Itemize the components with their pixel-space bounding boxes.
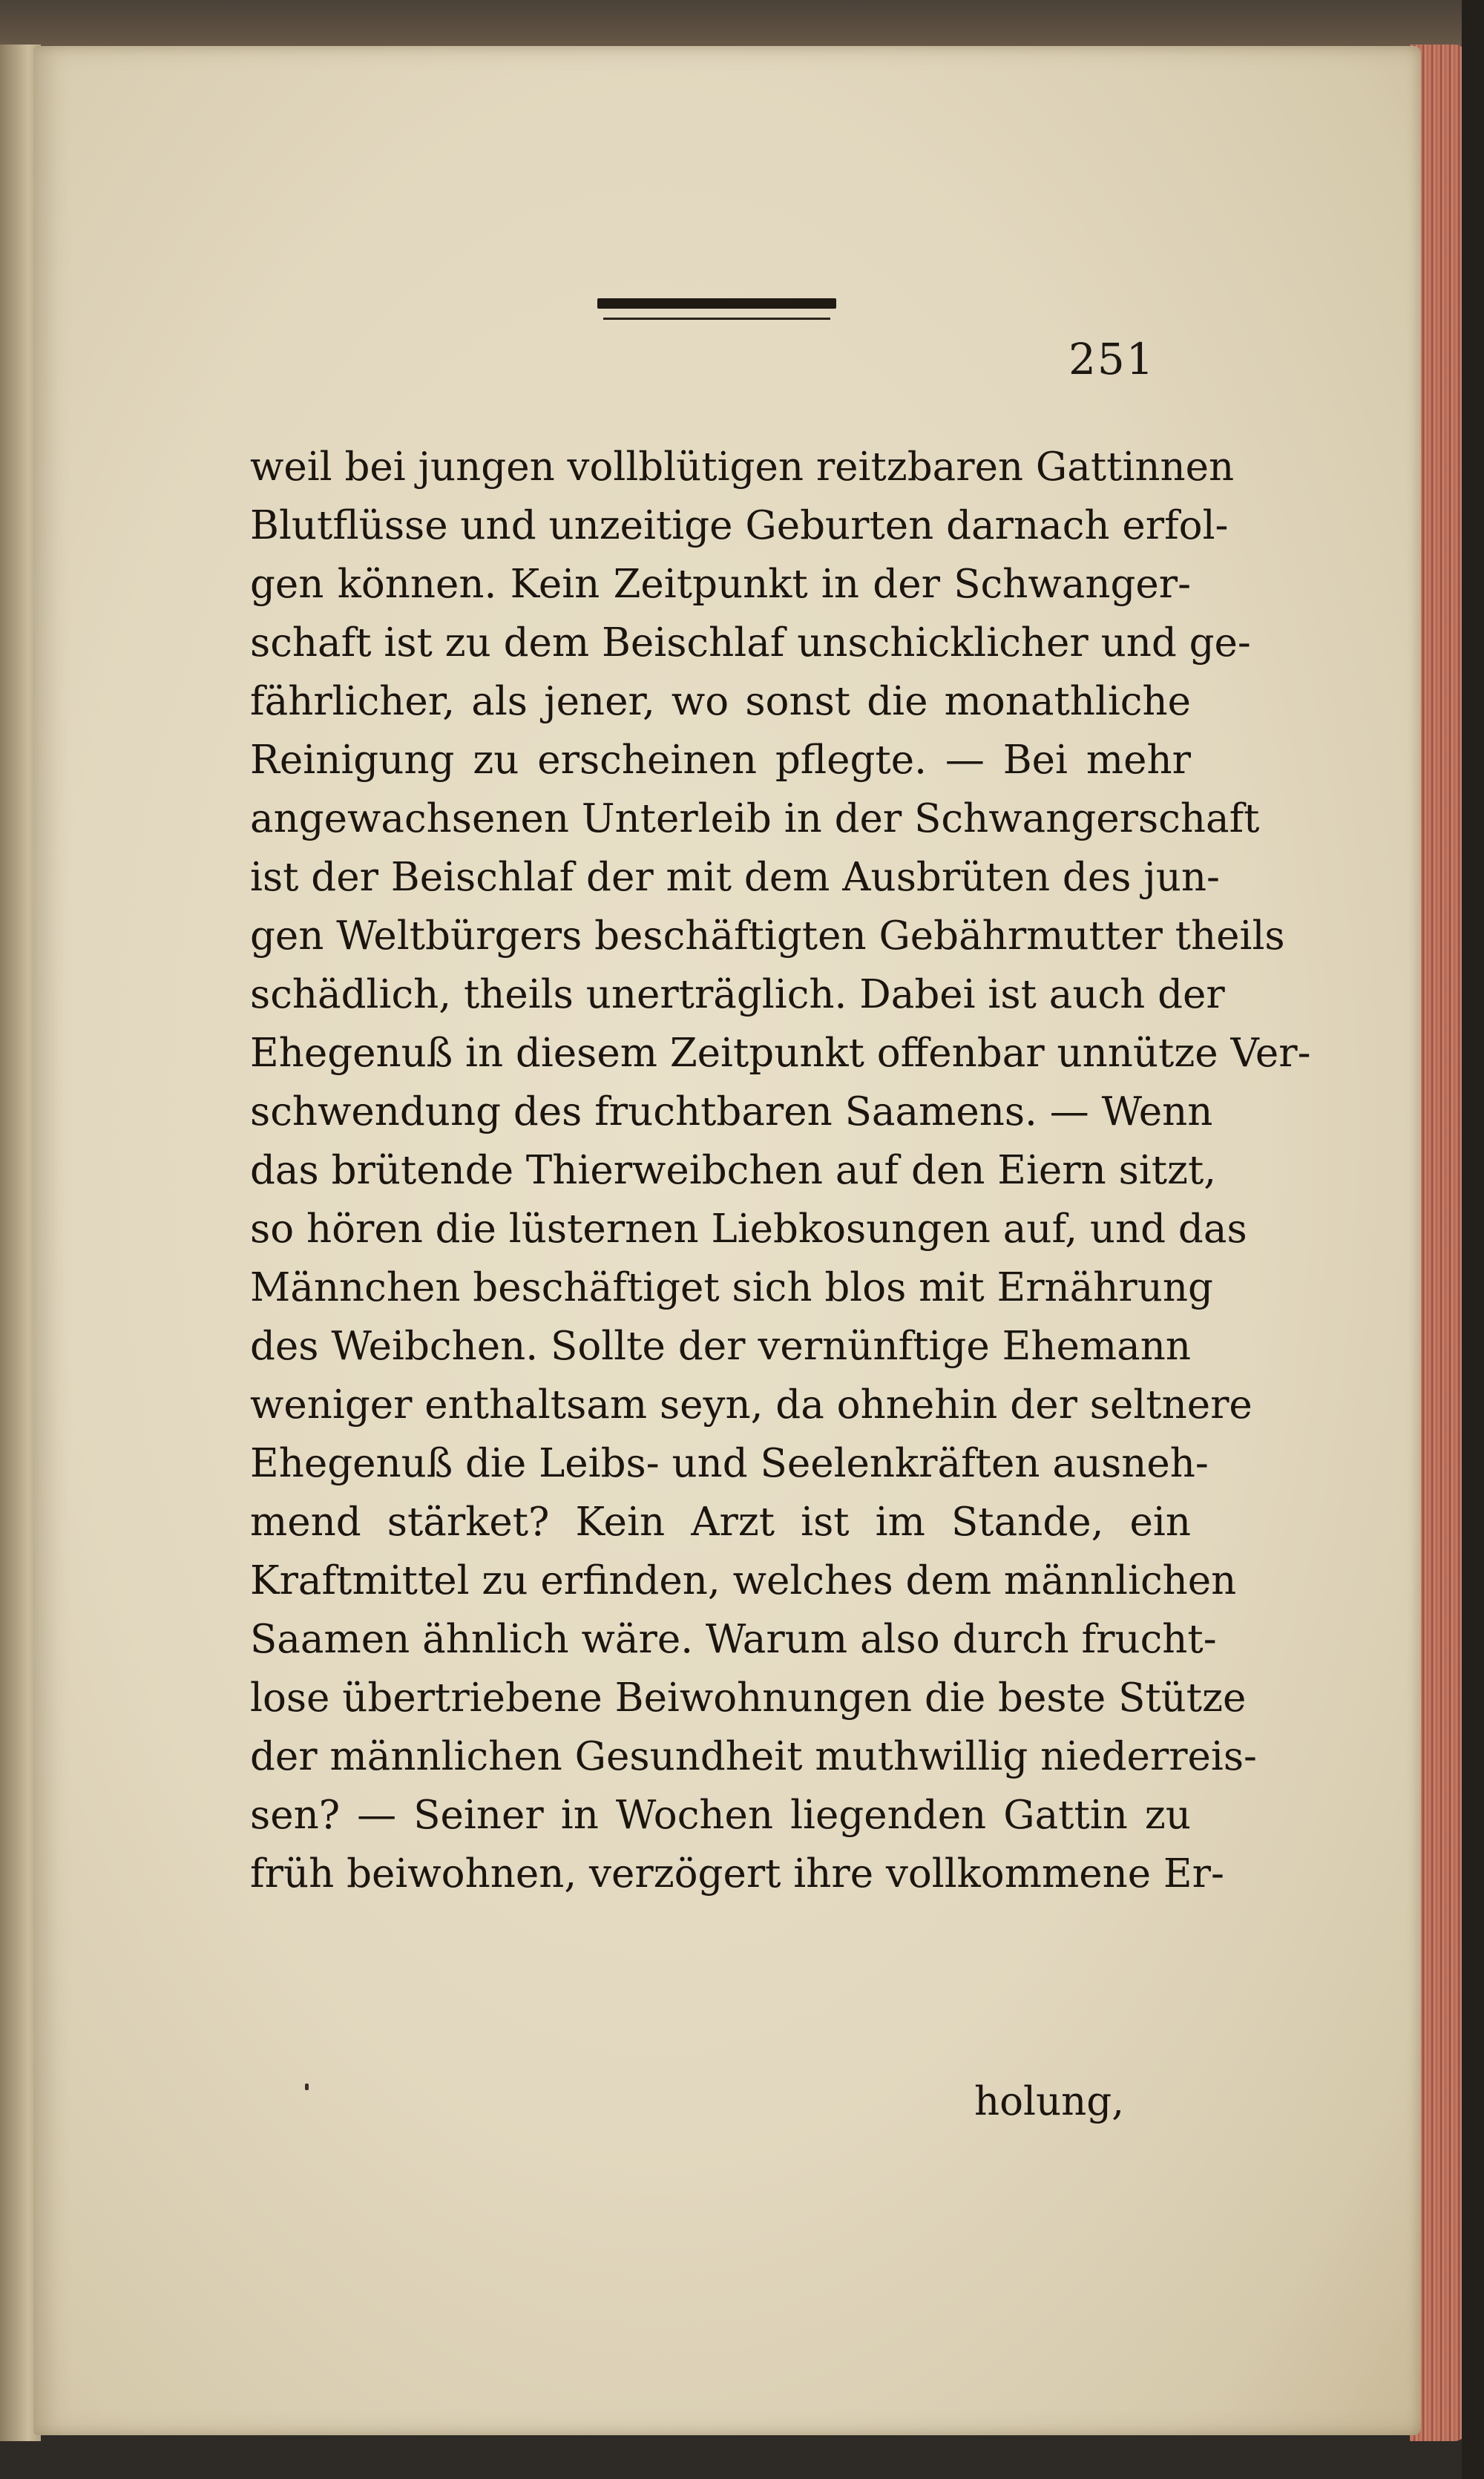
text-line: gen Weltbürgers beschäftigten Gebährmutter theils bbox=[250, 913, 1285, 959]
text-line: lose übertriebene Beiwohnungen die beste Stütze bbox=[250, 1675, 1247, 1721]
page-number: 251 bbox=[1068, 334, 1155, 384]
book-cover-right bbox=[1462, 0, 1484, 2479]
body-text bbox=[250, 438, 1311, 1903]
text-line: so hören die lüsternen Liebkosungen auf, und das bbox=[250, 1206, 1247, 1252]
book-cover-top bbox=[0, 0, 1484, 52]
catchword: holung, bbox=[974, 2079, 1125, 2124]
text-line: weniger enthaltsam seyn, da ohnehin der seltnere bbox=[250, 1382, 1252, 1428]
text-line: Saamen ähnlich wäre. Warum also durch frucht- bbox=[250, 1617, 1217, 1662]
text-line: der männlichen Gesundheit muthwillig niederreis- bbox=[250, 1734, 1257, 1779]
header-rule bbox=[597, 298, 836, 343]
text-line: schädlich, theils unerträglich. Dabei ist auch der bbox=[250, 972, 1225, 1017]
book-page bbox=[33, 46, 1421, 2435]
text-line: weil bei jungen vollblütigen reitzbaren Gattinnen bbox=[250, 444, 1235, 490]
text-line: das brütende Thierweibchen auf den Eiern sitzt, bbox=[250, 1148, 1217, 1193]
text-line: schaft ist zu dem Beischlaf unschicklicher und ge- bbox=[250, 620, 1251, 666]
text-line: Ehegenuß in diesem Zeitpunkt offenbar unnütze Ver- bbox=[250, 1031, 1311, 1076]
header-rule-thin bbox=[603, 318, 830, 320]
text-line: Blutflüsse und unzeitige Geburten darnach erfol- bbox=[250, 503, 1229, 548]
text-line: fährlicher, als jener, wo sonst die monathliche bbox=[250, 679, 1191, 724]
text-line: Kraftmittel zu erfinden, welches dem männlichen bbox=[250, 1558, 1237, 1603]
text-line: ist der Beischlaf der mit dem Ausbrüten des jun- bbox=[250, 855, 1220, 900]
text-line: mend stärket? Kein Arzt ist im Stande, ein bbox=[250, 1500, 1191, 1545]
text-line: schwendung des fruchtbaren Saamens. — Wenn bbox=[250, 1089, 1213, 1135]
text-line: gen können. Kein Zeitpunkt in der Schwanger- bbox=[250, 562, 1191, 607]
text-line: früh beiwohnen, verzögert ihre vollkommene Er- bbox=[250, 1851, 1224, 1897]
header-rule-thick bbox=[597, 298, 836, 309]
text-line: angewachsenen Unterleib in der Schwangerschaft bbox=[250, 796, 1260, 841]
text-line: des Weibchen. Sollte der vernünftige Ehemann bbox=[250, 1324, 1191, 1369]
text-line: Reinigung zu erscheinen pflegte. — Bei mehr bbox=[250, 738, 1191, 783]
text-line: Männchen beschäftiget sich blos mit Ernährung bbox=[250, 1265, 1213, 1310]
text-line: sen? — Seiner in Wochen liegenden Gattin zu bbox=[250, 1793, 1191, 1838]
ink-speck bbox=[305, 2084, 309, 2090]
text-line: Ehegenuß die Leibs- und Seelenkräften ausneh- bbox=[250, 1441, 1209, 1486]
